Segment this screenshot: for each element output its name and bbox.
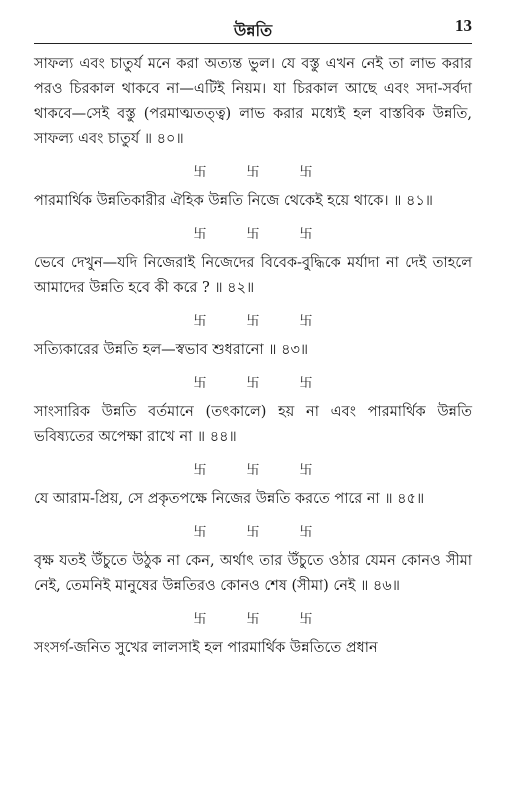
swastika-icon: 卐 [299, 314, 313, 329]
running-title: উন্নতি [233, 21, 273, 40]
paragraph-43: সত্যিকারের উন্নতি হল—স্বভাব শুধরানো ॥ ৪৩॥ [34, 342, 309, 358]
swastika-icon: 卐 [193, 463, 207, 478]
page-body [34, 52, 472, 661]
swastika-icon: 卐 [246, 463, 260, 478]
swastika-icon: 卐 [193, 376, 207, 391]
swastika-separator [34, 450, 472, 487]
swastika-icon: 卐 [246, 227, 260, 242]
swastika-icon: 卐 [299, 525, 313, 540]
swastika-icon: 卐 [246, 376, 260, 391]
swastika-icon: 卐 [299, 227, 313, 242]
paragraph-46: বৃক্ষ যতই উঁচুতে উঠুক না কেন, অর্থাৎ তার উঁচুতে ওঠার যেমন কোনও সীমা নেই, তেমনিই মানুষের উন্নতিরও কোনও শেষ (সীমা) নেই ॥ ৪৬॥ [34, 553, 472, 594]
swastika-separator [34, 301, 472, 338]
swastika-separator [34, 599, 472, 636]
swastika-separator [34, 152, 472, 189]
paragraph-42: ভেবে দেখুন—যদি নিজেরাই নিজেদের বিবেক-বুদ্ধিকে মর্যাদা না দেই তাহলে আমাদের উন্নতি হবে কী করে ? ॥ ৪২॥ [34, 255, 472, 296]
swastika-icon: 卐 [246, 165, 260, 180]
swastika-icon: 卐 [193, 525, 207, 540]
swastika-icon: 卐 [299, 165, 313, 180]
paragraph-44: সাংসারিক উন্নতি বর্তমানে (তৎকালে) হয় না এবং পারমার্থিক উন্নতি ভবিষ্যতের অপেক্ষা রাখে না ॥ ৪৪॥ [34, 404, 472, 445]
swastika-icon: 卐 [193, 314, 207, 329]
swastika-icon: 卐 [246, 314, 260, 329]
swastika-separator [34, 512, 472, 549]
swastika-icon: 卐 [193, 165, 207, 180]
swastika-icon: 卐 [299, 376, 313, 391]
swastika-icon: 卐 [193, 227, 207, 242]
page-number: 13 [455, 16, 472, 35]
header-rule [34, 43, 472, 44]
swastika-icon: 卐 [299, 463, 313, 478]
swastika-separator [34, 363, 472, 400]
paragraph-45: যে আরাম-প্রিয়, সে প্রকৃতপক্ষে নিজের উন্নতি করতে পারে না ॥ ৪৫॥ [34, 491, 425, 507]
swastika-separator [34, 214, 472, 251]
paragraph-47-partial: সংসর্গ-জনিত সুখের লালসাই হল পারমার্থিক উন্নতিতে প্রধান [34, 640, 378, 656]
page-header [34, 14, 472, 44]
paragraph-41: পারমার্থিক উন্নতিকারীর ঐহিক উন্নতি নিজে থেকেই হয়ে থাকে। ॥ ৪১॥ [34, 193, 434, 209]
swastika-icon: 卐 [193, 612, 207, 627]
swastika-icon: 卐 [246, 612, 260, 627]
paragraph-40: সাফল্য এবং চাতুর্য মনে করা অত্যন্ত ভুল। যে বস্তু এখন নেই তা লাভ করার পরও চিরকাল থাকবে না—এটিই নিয়ম। যা চিরকাল আছে এবং সদা-সর্বদা থাকবে—সেই বস্তু (পরমাত্মতত্ত্ব) লাভ করার মধ্যেই হল বাস্তবিক উন্নতি, সাফল্য এবং চাতুর্য ॥ ৪০॥ [34, 56, 472, 147]
swastika-icon: 卐 [246, 525, 260, 540]
swastika-icon: 卐 [299, 612, 313, 627]
